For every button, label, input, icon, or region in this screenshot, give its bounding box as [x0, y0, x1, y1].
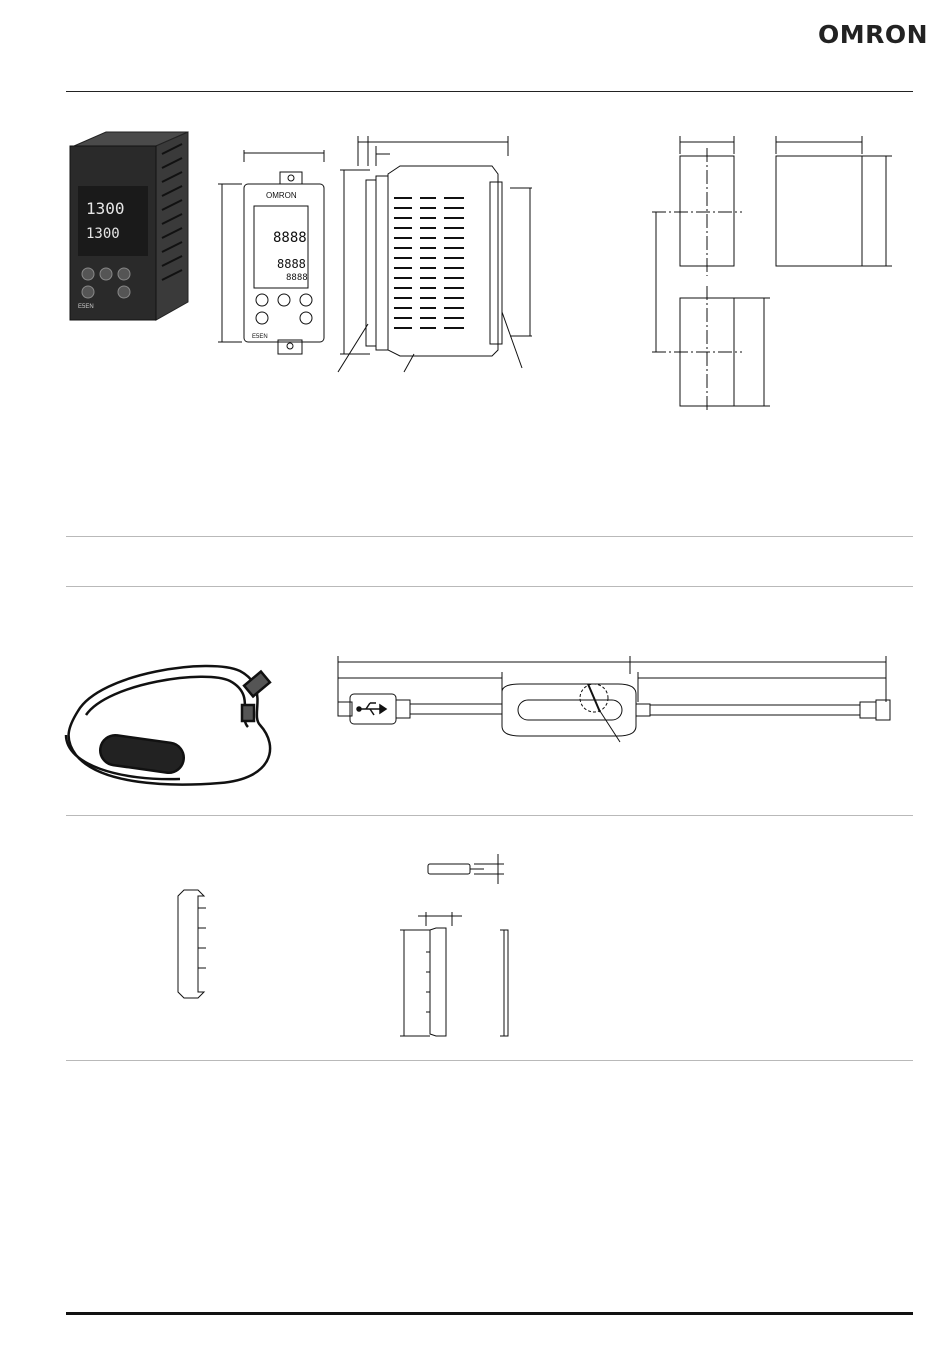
footer-rule	[66, 1312, 913, 1315]
omron-logo: OMRON	[818, 20, 929, 49]
front-pv-digits: 8888	[273, 230, 307, 246]
section-rule-1	[66, 536, 913, 537]
front-view-drawing	[216, 150, 336, 360]
usb-symbol-icon	[357, 703, 386, 715]
section-rule-3	[66, 815, 913, 816]
side-view-drawing	[332, 136, 532, 376]
photo-pv-display: 1300	[86, 199, 125, 218]
terminal-cover-top-view	[424, 852, 508, 886]
usb-cable-photo	[60, 655, 300, 805]
front-model-text: E5EN	[252, 334, 268, 340]
product-photo	[66, 130, 196, 322]
photo-sv-display: 1300	[86, 226, 120, 242]
header-rule	[66, 91, 913, 92]
usb-cable-drawing	[330, 654, 895, 748]
front-sv-digits: 8888	[277, 257, 306, 271]
front-brand-text: OMRON	[266, 191, 297, 200]
front-mv-digits: 8888	[286, 273, 308, 283]
section-rule-4	[66, 1060, 913, 1061]
terminal-cover-sketch	[176, 888, 212, 1000]
section-rule-2	[66, 586, 913, 587]
panel-cutout-drawing	[646, 136, 896, 416]
terminal-cover-front-view	[396, 912, 526, 1042]
photo-model-label: E5EN	[78, 304, 94, 310]
